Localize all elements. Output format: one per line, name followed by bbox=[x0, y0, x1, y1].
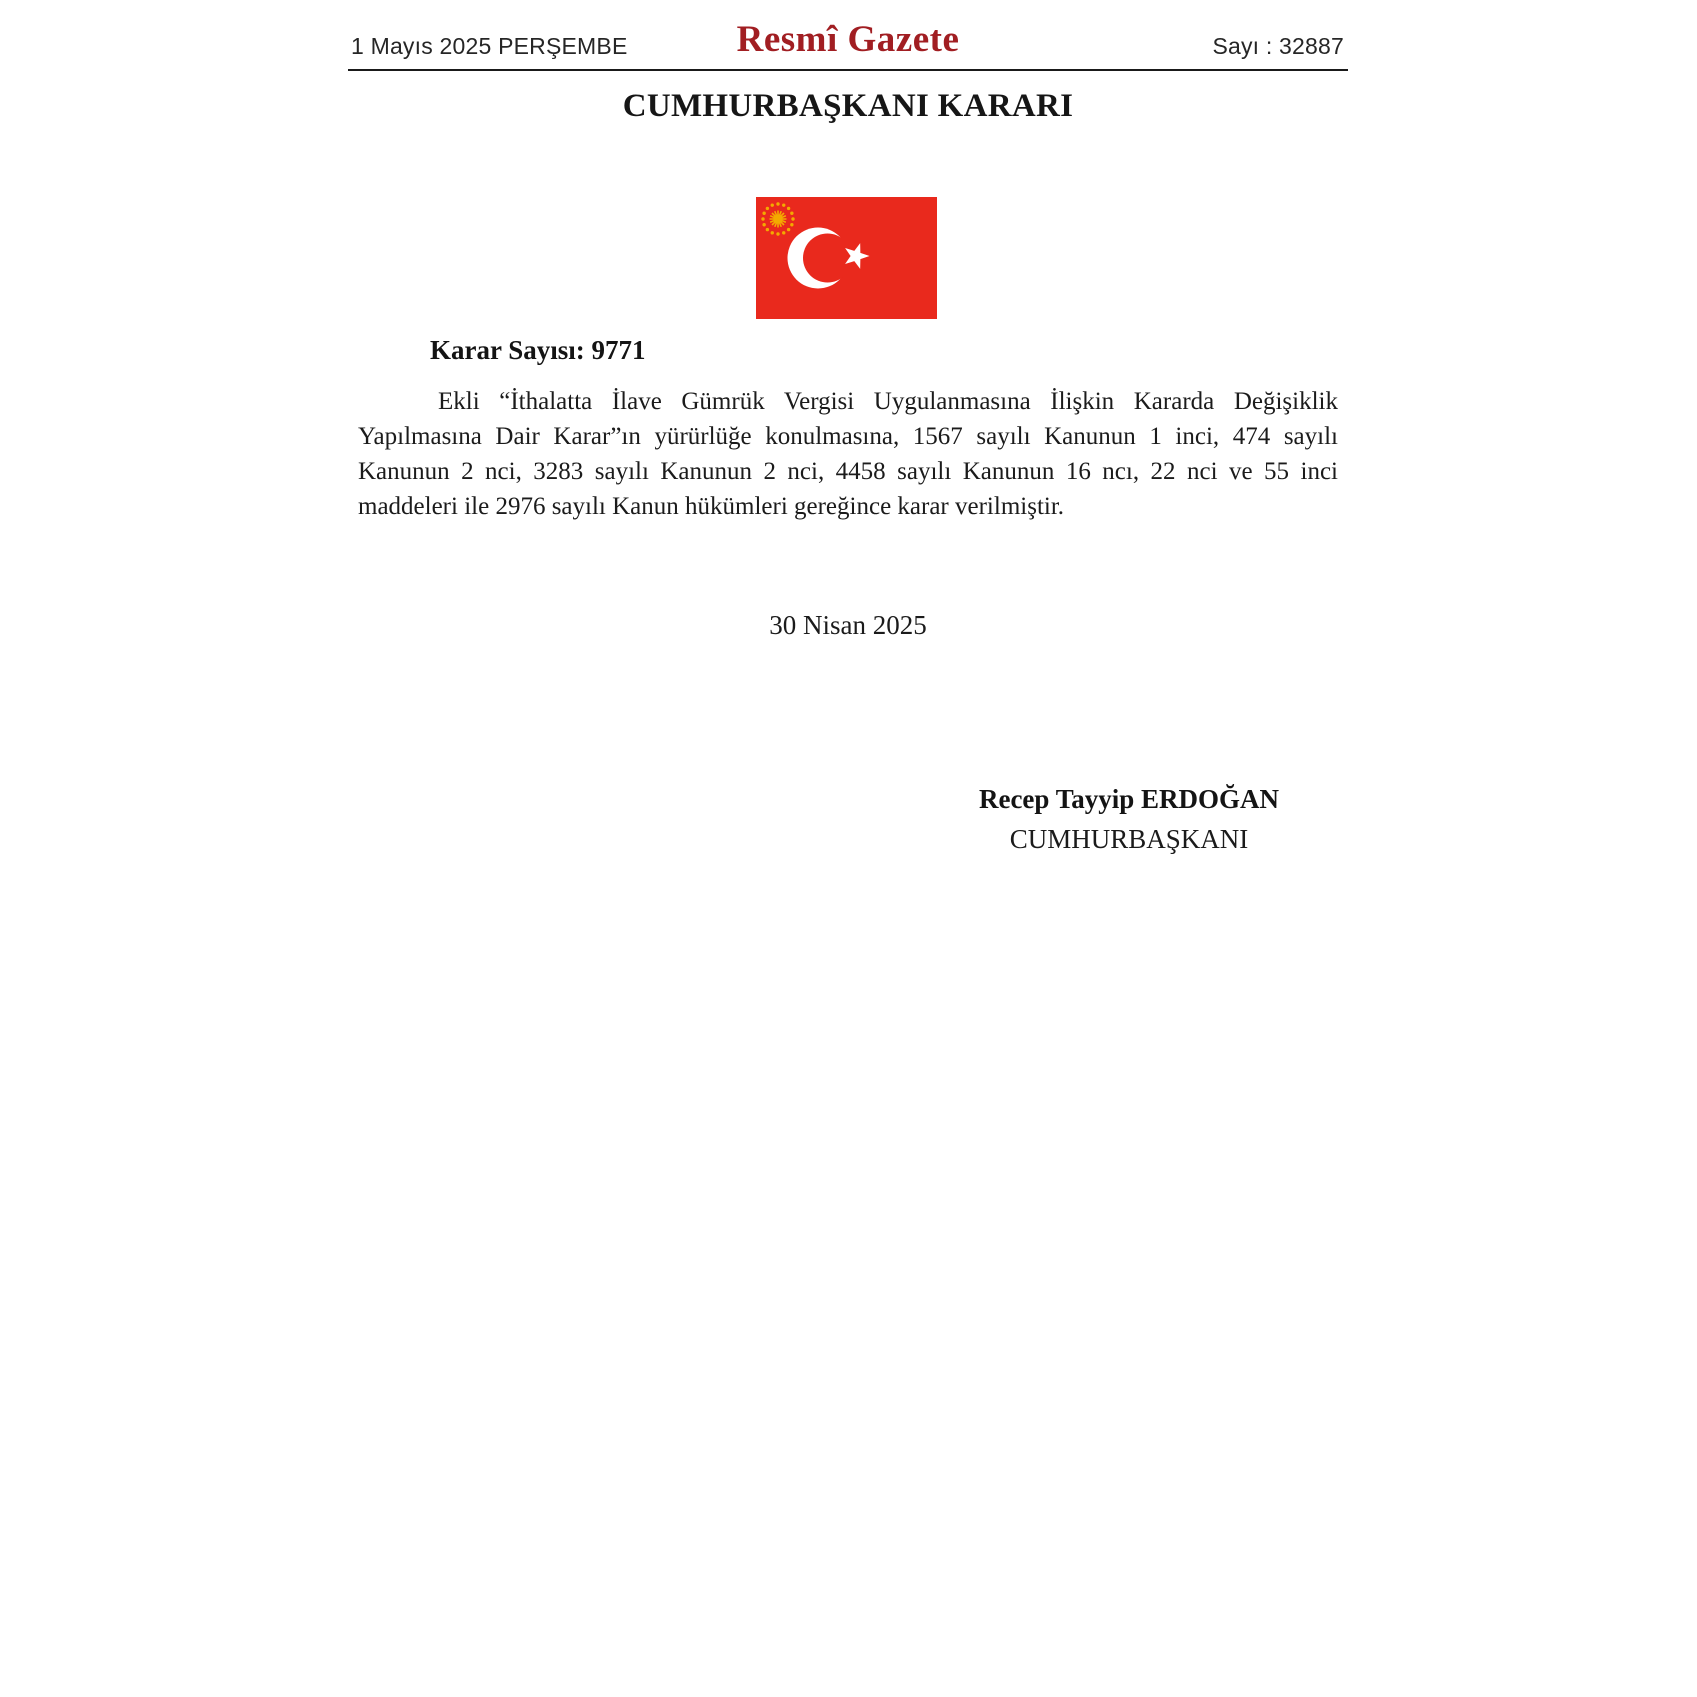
body-line: maddeleri ile 2976 sayılı Kanun hükümleri gereğince karar verilmiştir. bbox=[358, 493, 1065, 520]
signature-block bbox=[929, 779, 1329, 859]
gazette-header bbox=[348, 16, 1348, 70]
flag-graphic bbox=[756, 197, 937, 319]
decision-body-paragraph bbox=[358, 384, 1338, 524]
signature-title: CUMHURBAŞKANI bbox=[1009, 824, 1249, 854]
header-divider bbox=[348, 69, 1348, 71]
signature-name: Recep Tayyip ERDOĞAN bbox=[978, 784, 1280, 814]
decision-date: 30 Nisan 2025 bbox=[769, 610, 927, 640]
gazette-title: Resmî Gazete bbox=[736, 19, 960, 60]
body-line: Ekli “İthalatta İlave Gümrük Vergisi Uygulanmasına İlişkin Kararda Değişiklik bbox=[438, 388, 1338, 415]
turkish-presidential-flag-icon bbox=[756, 197, 937, 319]
gazette-date: 1 Mayıs 2025 PERŞEMBE bbox=[351, 33, 628, 59]
decision-number: Karar Sayısı: 9771 bbox=[430, 335, 646, 365]
body-line: Kanunun 2 nci, 3283 sayılı Kanunun 2 nci, 4458 sayılı Kanunun 16 ncı, 22 nci ve 55 inci bbox=[358, 458, 1338, 485]
body-line: Yapılmasına Dair Karar”ın yürürlüğe konulmasına, 1567 sayılı Kanunun 1 inci, 474 sayılı bbox=[358, 423, 1338, 450]
gazette-issue-number: Sayı : 32887 bbox=[1212, 33, 1344, 59]
document-title: CUMHURBAŞKANI KARARI bbox=[622, 88, 1074, 124]
